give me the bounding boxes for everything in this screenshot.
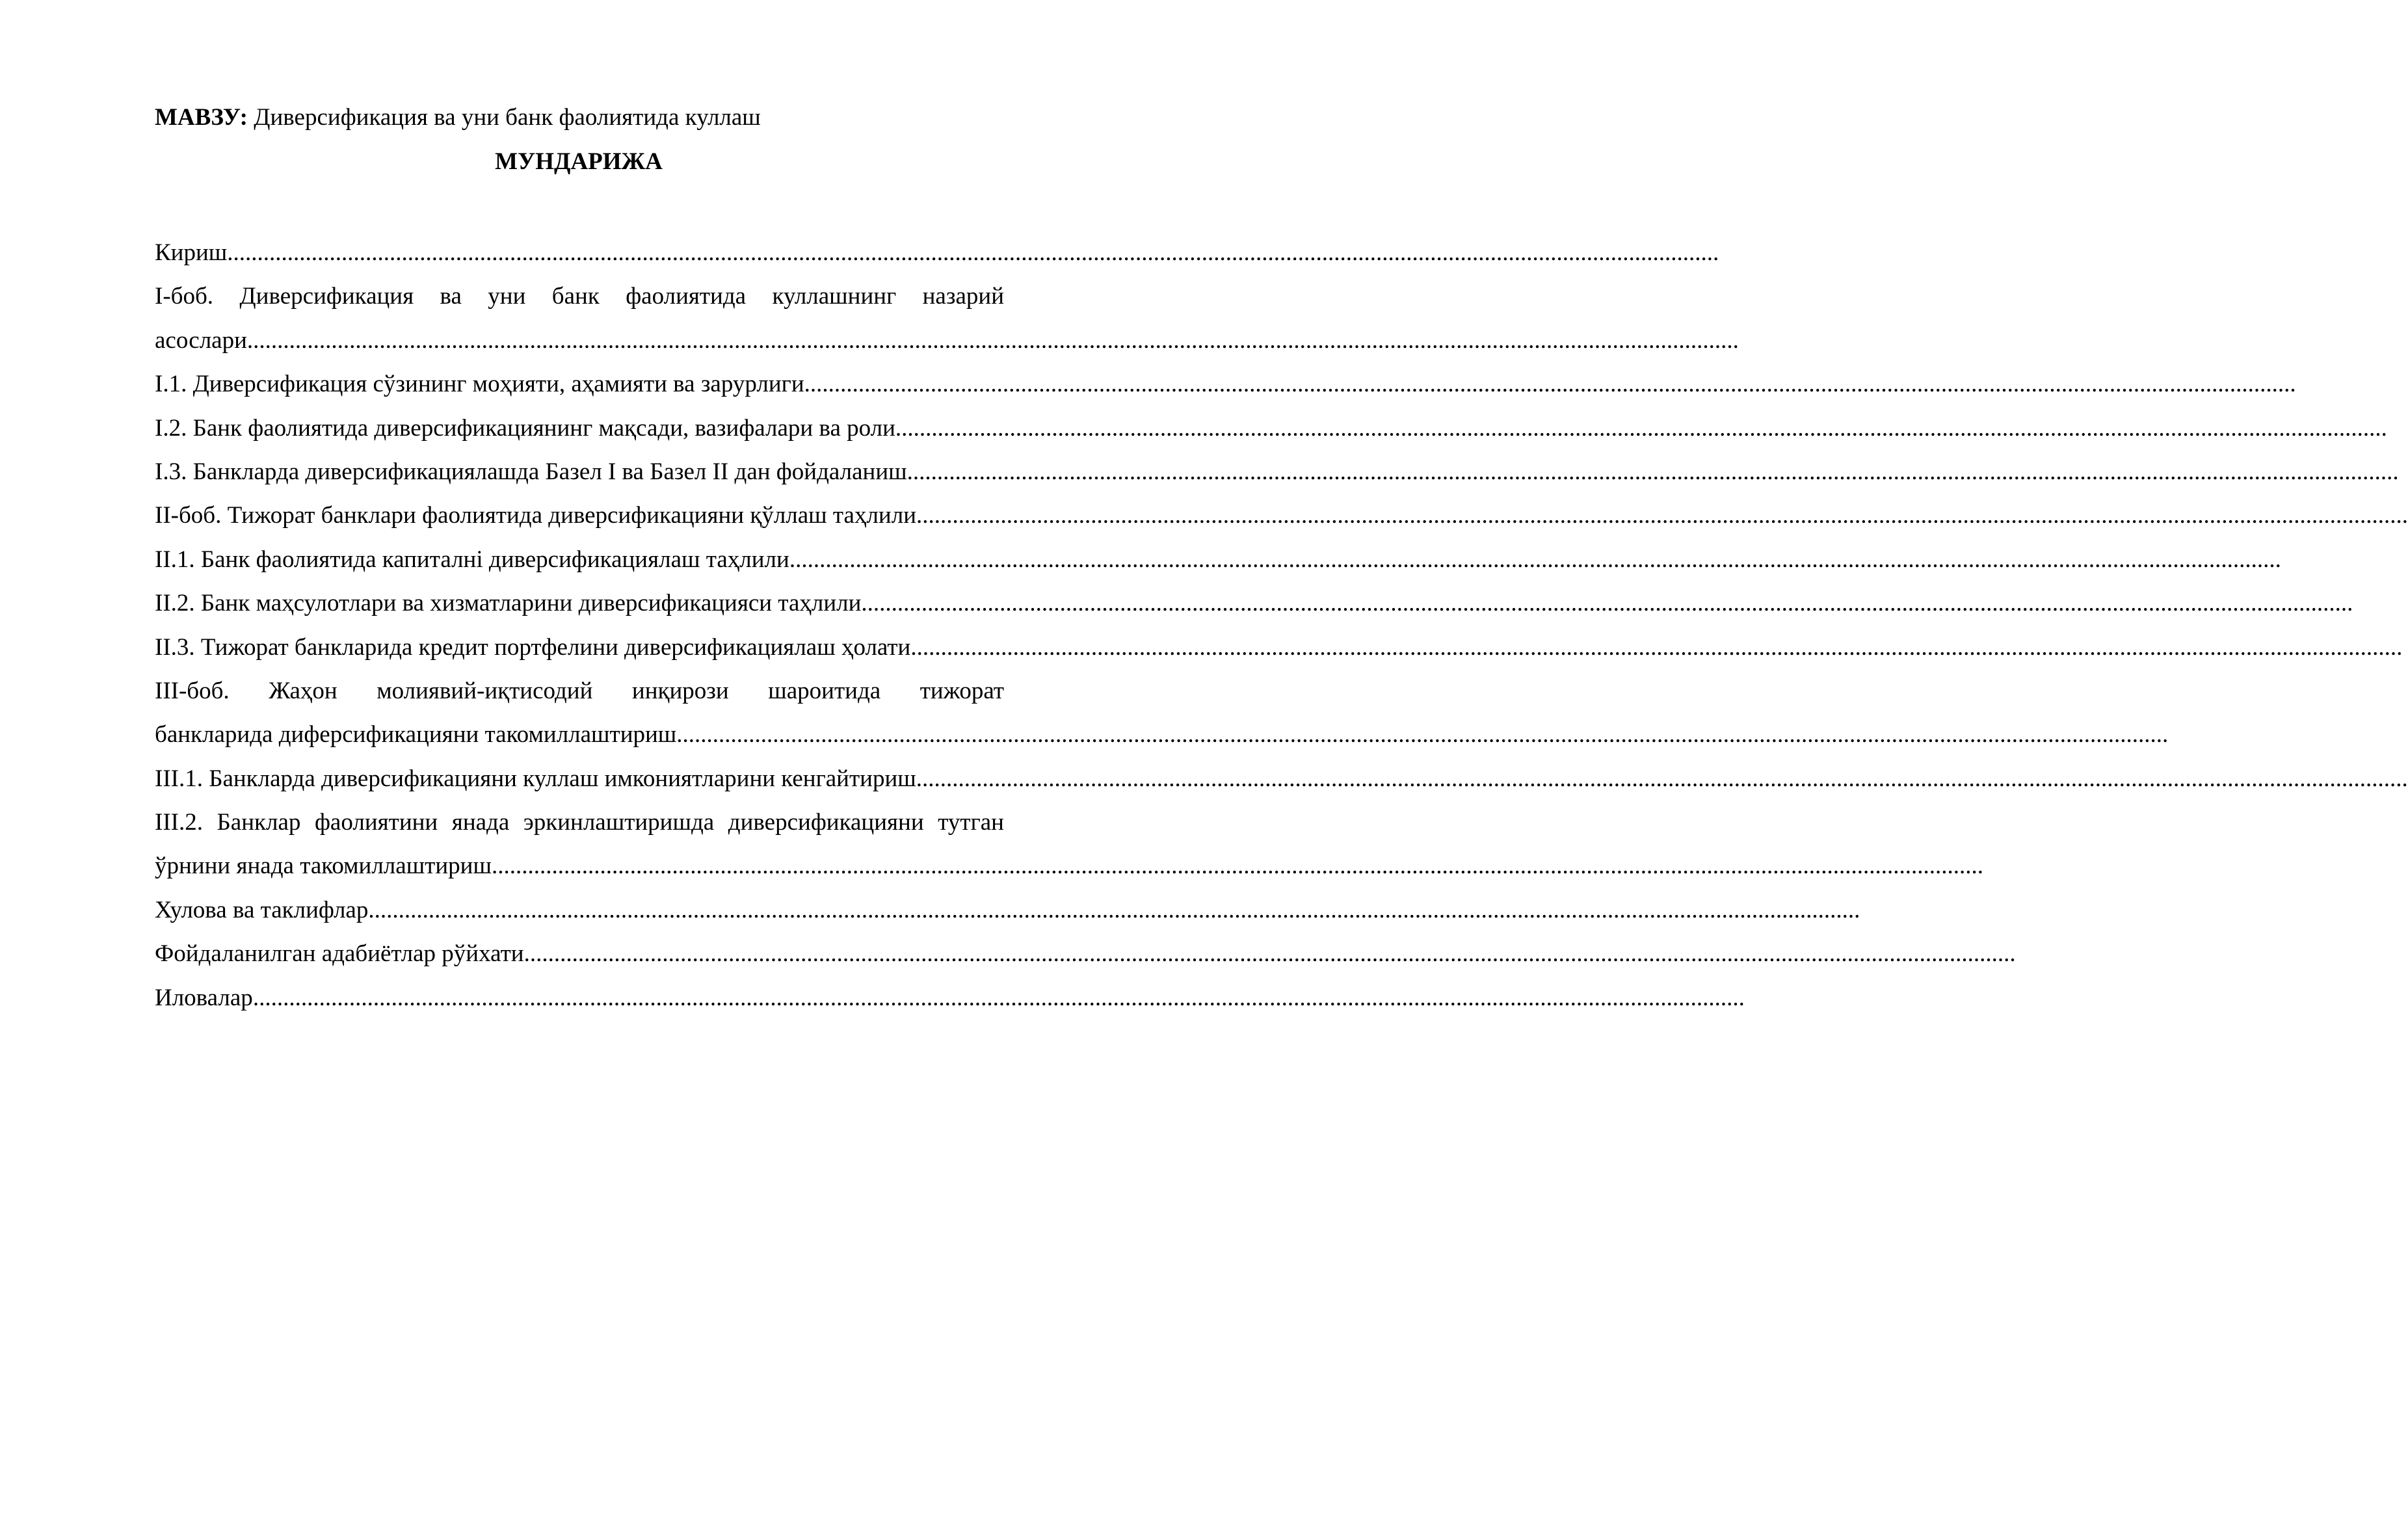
toc-entry-text: Кириш [155,239,228,266]
topic-label: МАВЗУ: [155,104,248,131]
topic-title: Диверсификация ва уни банк фаолиятида куллаш [248,104,761,131]
toc-entry [155,494,2408,537]
toc-entry-text: II-боб. Тижорат банклари фаолиятида диверсификацияни қўллаш таҳлили [155,502,916,529]
toc-dot-leader: ........................................................................................................................................................................................................................................................ [789,546,2281,573]
toc-dot-leader: ........................................................................................................................................................................................................................................................ [804,371,2296,398]
toc-dot-leader: ........................................................................................................................................................................................................................................................ [895,414,2387,442]
toc-entry-text: II.3. Тижорат банкларида кредит портфелини диверсификациялаш ҳолати [155,633,911,661]
toc-entry-text: III.2. Банклар фаолиятини янада эркинлаштиришда диверсификацияни тутган [155,809,1004,836]
toc-entry-text: Хулова ва таклифлар [155,896,369,923]
toc-entry [155,932,2016,975]
toc-entry-text: ўрнини янада такомиллаштириш [155,853,492,880]
toc-dot-leader: ........................................................................................................................................................................................................................................................ [368,896,1860,923]
toc-entry-text: I-боб. Диверсификация ва уни банк фаолиятида куллашнинг назарий [155,283,1004,310]
toc-dot-leader: ........................................................................................................................................................................................................................................................ [910,633,2403,661]
toc-entry [155,976,1745,1020]
toc-entry-text: Фойдаланилган адабиётлар рўйхати [155,940,524,968]
toc-entry-text: банкларида диферсификацияни такомиллаштириш [155,721,677,748]
toc-dot-leader: ........................................................................................................................................................................................................................................................ [916,502,2408,529]
toc-entry-text: III.1. Банкларда диверсификацияни куллаш имкониятларини кенгайтириш [155,765,916,792]
toc-entry [155,231,1719,274]
toc-dot-leader: ........................................................................................................................................................................................................................................................ [227,239,1719,266]
toc-entry-text: Иловалар [155,984,253,1011]
topic-line [155,99,1000,137]
toc-entry [155,581,2353,625]
toc-entry-text: I.1. Диверсификация сўзининг моҳияти, аҳамияти ва зарурлиги [155,371,804,398]
toc-entry [155,406,2387,450]
toc-entry [155,450,2399,494]
toc-entry [155,626,2403,669]
toc-dot-leader: ........................................................................................................................................................................................................................................................ [676,721,2169,748]
toc-entry [155,538,2281,581]
toc-entry [155,713,2169,756]
toc-entry [155,274,1004,318]
toc-entry-text: II.2. Банк маҳсулотлари ва хизматларини диверсификацияси таҳлили [155,590,862,617]
toc-entry [155,319,1739,362]
toc-entry [155,800,1004,844]
toc-dot-leader: ........................................................................................................................................................................................................................................................ [916,765,2408,792]
toc-entry-text: I.3. Банкларда диверсификациялашда Базел I ва Базел II дан фойдаланиш [155,458,907,485]
toc-entry [155,669,1004,713]
toc-entry [155,362,2296,406]
toc-dot-leader: ........................................................................................................................................................................................................................................................ [491,853,1983,880]
toc-entry [155,888,1860,932]
toc-entry-text: III-боб. Жаҳон молиявий-иқтисодий инқирози шароитида тижорат [155,677,1004,704]
toc-dot-leader: ........................................................................................................................................................................................................................................................ [523,940,2016,968]
toc-heading: МУНДАРИЖА [495,148,663,175]
toc-dot-leader: ........................................................................................................................................................................................................................................................ [906,458,2399,485]
toc-dot-leader: ........................................................................................................................................................................................................................................................ [252,984,1745,1011]
toc-dot-leader: ........................................................................................................................................................................................................................................................ [246,326,1739,354]
toc-dot-leader: ........................................................................................................................................................................................................................................................ [861,590,2353,617]
toc-entry-text: асослари [155,326,247,354]
toc-entry [155,844,1983,888]
toc-entry-text: I.2. Банк фаолиятида диверсификациянинг мақсади, вазифалари ва роли [155,414,895,442]
table-of-contents [155,231,2408,1020]
toc-entry-text: II.1. Банк фаолиятида капиталнi диверсификациялаш таҳлили [155,546,789,573]
toc-entry [155,757,2408,800]
